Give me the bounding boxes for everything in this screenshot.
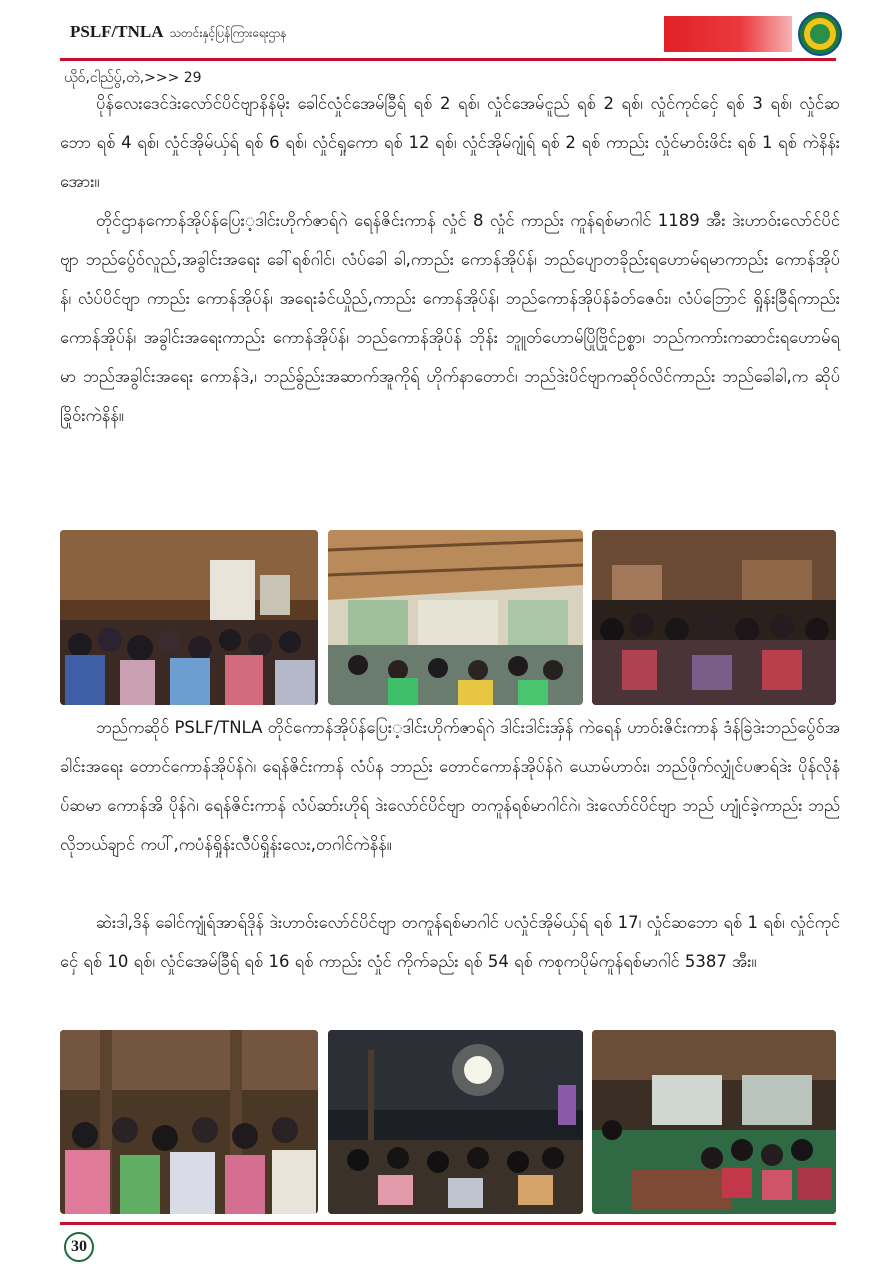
photo-meeting-2 xyxy=(328,530,583,705)
page-number: 30 xyxy=(64,1232,94,1262)
header-subtitle: သတင်းနှင့်ပြန်ကြားရေးဌာန xyxy=(169,26,287,40)
header-title-text: PSLF/TNLA xyxy=(70,22,164,41)
body-paragraph-3: ဘည်ကဆိုဝ် PSLF/TNLA တိုင်ကောန်အိုပ်န်ပြေး့ဒါင်းဟိုက်ဇာရ်ဂဲ ဒါင်းဒါင်းအှ်န် ကဲရေန် ဟာဝ်းဇိင်းကာန် ဒံန်ခြဲဒဲးဘည်ပွ်ေဝ်အခါင်းအရေး တောင်ကောန်အိုပ်န်ဂဲ၊ ရေန်ဇိင်းကာန် လံပ်န ဘာည်း တောင်ကောန်အိုပ်န်ဂဲ ယောမ်ဟာဝ်း၊ ဘည်ဖိုက်လျှုံင်ပဇာရ်ဒဲး ပိုန်လိုနံပ်ဆမာ ကောန်အိ ပိုန်ဂဲ၊ ရေန်ဇိင်းကာန် လံပ်ဆာ်းဟိုရ် ဒဲးလော်င်ပိင်ဗျာ တကူန်ရစ်မာဂါင်ဂဲ၊ ဒဲးလော်င်ပိင်ဗျာ ဘည် ဟျုံင်ခဲ့ကာည်း ဘည်လိုဘယ်ချာင် ကပါ်,ကပံန်ရှိုန်းလီပ်ရှိုန်းလေး,တဂါင်ကဲနိန်။ xyxy=(60,718,840,854)
photo-meeting-4 xyxy=(60,1030,318,1214)
body-paragraph-2: တိုင်ဌာနကောန်အိုပ်န်ပြေး့ဒါင်းဟိုက်ဇာရ်ဂဲ ရေန်ဇိင်းကာန် လှုံင် 8 လှုံင် ကာည်း ကူန်ရစ်မာဂါင် 1189 အီး ဒဲးဟာဝ်းလော်င်ပိင်ဗျာ ဘည်ပွ်ေဝ်လူည်,အခွါင်းအရေး ခေါ်ရစ်ဂါင်၊ လံပ်ခေါ ခါ,ကာည်း ကောန်အိုပ်န်၊ ဘည်ပျောတခိုည်းရဟောမ်ရမာကာည်း ကောန်အိုပ်န်၊ လံပ်ပိင်ဗျာ ကာည်း ကောန်အိုပ်န်၊ အရေးခံင်ယှိုည်,ကာည်း ကောန်အိုပ်န်၊ ဘည်ကောန်အိုပ်န်ခံတ်ဇေဝ်း၊ လံပ်ဘြောင် ရှိုန်းခြီရ်ကာည်း ကောန်အိုပ်န်၊ အခွါင်းအရေးကာည်း ကောန်အိုပ်န်၊ ဘည်ကောန်အိုပ်န် ဘိုန်း ဘူူတ်ဟောမ်ပြိုဗြိုင်ဥစ္စာ၊ ဘည်ကကာ်းကဆာင်းရဟောမ်ရမာ ဘည်အခွါင်းအရေး ကောန်ဒဲ,၊ ဘည်ခွ်ည်းအဆာက်အူကိုရ် ဟိုက်နာတောင်၊ ဘည်ဒဲးပိင်ဗျာကဆိုဝ်လိင်ကာည်း ဘည်ခေါခါ,က ဆိုပ်ခြိုဝ်းကဲနိန်။ xyxy=(60,211,840,425)
page-header xyxy=(0,0,896,60)
photo-meeting-6 xyxy=(592,1030,836,1214)
organization-logo xyxy=(798,12,842,56)
photo-meeting-1 xyxy=(60,530,318,705)
photo-meeting-5 xyxy=(328,1030,583,1214)
header-divider xyxy=(60,58,836,61)
photo-meeting-3 xyxy=(592,530,836,705)
header-red-band xyxy=(664,16,792,52)
body-paragraph-4: ဆဲးဒါ,ဒိန် ခေါင်ကျုံရ်အာရ်ဒိုန် ဒဲးဟာဝ်းလော်င်ပိင်ဗျာ တကူန်ရစ်မာဂါင် ပလှုံင်အိုမ်ယှ်ရ် ရစ် 17၊ လှုံင်ဆဘော ရစ် 1 ရစ်၊ လှုံင်ကုင်ငှ်ေ ရစ် 10 ရစ်၊ လှုံင်အေမ်ခြီရ် ရစ် 16 ရစ် ကာည်း လှုံင် ကိုက်ခည်း ရစ် 54 ရစ် ကစုကပိုမ်ကူန်ရစ်မာဂါင် 5387 အီး။ xyxy=(60,913,840,971)
logo-center xyxy=(810,24,830,44)
page-reference: ယိုဝ်,ငါည်ပွ်,တဲ,>>> 29 xyxy=(64,70,202,86)
body-paragraph-1: ပိုန်လေးဒေင်ဒဲးလော်င်ပိင်ဗျာနိန်မိုး ခေါင်လှုံင်အေမ်ခြီရ် ရစ် 2 ရစ်၊ လှုံင်အေမ်ငူည် ရစ် 2 ရစ်၊ လှုံင်ကုင်ငှ်ေ ရစ် 3 ရစ်၊ လှုံင်ဆဘော ရစ် 4 ရစ်၊ လှုံင်အိုမ်ယှ်ရ် ရစ် 6 ရစ်၊ လှုံင်ရှုကော ရစ် 12 ရစ်၊ လှုံင်အိုမ်ဂျုံရ် ရစ် 2 ရစ် ကာည်း လှုံင်မာဝ်းဖိင်း ရစ် 1 ရစ် ကဲနိန်းအေား။ xyxy=(60,94,840,191)
footer-divider xyxy=(60,1222,836,1225)
header-title xyxy=(70,22,286,43)
